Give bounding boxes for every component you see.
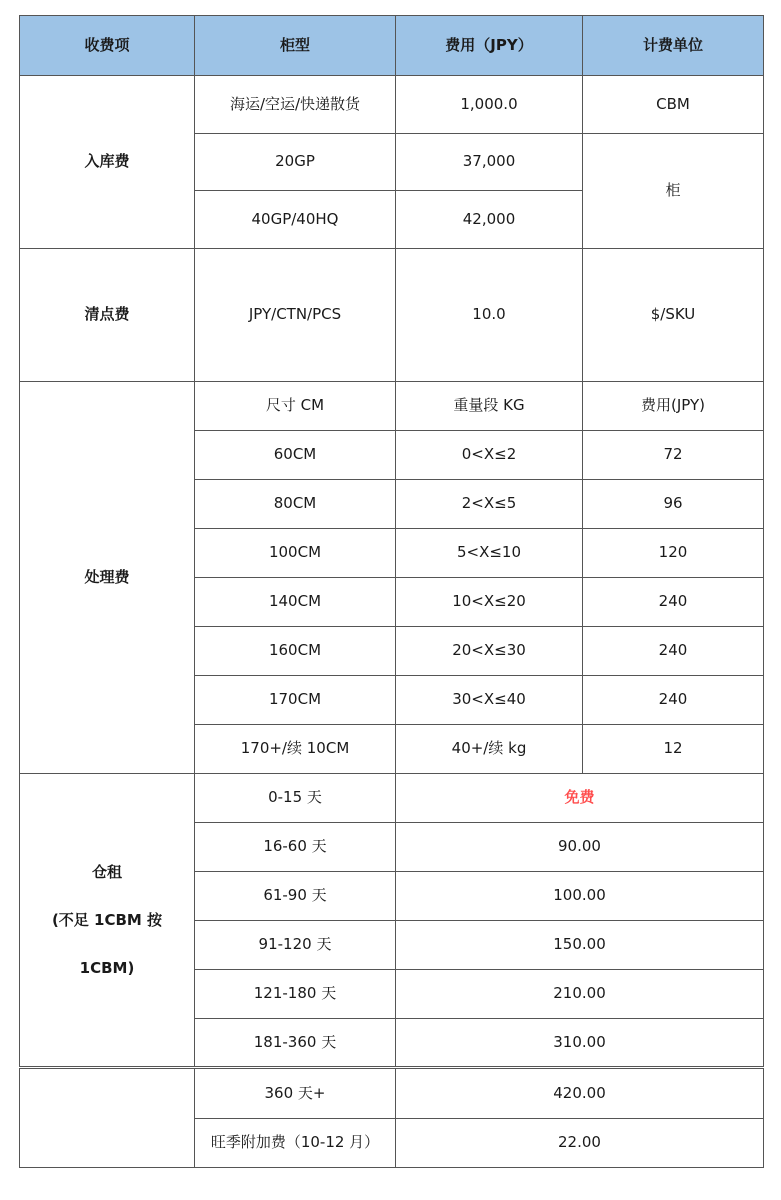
- inbound-type: 海运/空运/快递散货: [195, 76, 396, 134]
- handling-weight: 10<X≤20: [396, 578, 583, 627]
- storage-category-line: (不足 1CBM 按: [51, 911, 163, 929]
- handling-weight: 2<X≤5: [396, 480, 583, 529]
- handling-category: 处理费: [20, 382, 195, 774]
- extra-days: 360 天+: [195, 1069, 396, 1119]
- extra-days: 旺季附加费（10-12 月）: [195, 1119, 396, 1168]
- handling-weight-header: 重量段 KG: [396, 382, 583, 431]
- counting-category: 清点费: [20, 249, 195, 382]
- fee-table: [19, 15, 764, 1067]
- handling-fee: 120: [583, 529, 764, 578]
- inbound-type: 40GP/40HQ: [195, 191, 396, 249]
- table-row: [20, 1069, 764, 1119]
- header-item: 收费项: [20, 16, 195, 76]
- storage-fee-free: 免费: [396, 774, 764, 823]
- handling-weight: 5<X≤10: [396, 529, 583, 578]
- handling-size: 80CM: [195, 480, 396, 529]
- inbound-unit: CBM: [583, 76, 764, 134]
- handling-fee: 12: [583, 725, 764, 774]
- storage-fee: 150.00: [396, 921, 764, 970]
- handling-size: 170CM: [195, 676, 396, 725]
- handling-fee: 240: [583, 676, 764, 725]
- handling-fee: 96: [583, 480, 764, 529]
- storage-fee: 310.00: [396, 1019, 764, 1067]
- handling-size: 160CM: [195, 627, 396, 676]
- inbound-fee: 37,000: [396, 134, 583, 191]
- handling-size: 100CM: [195, 529, 396, 578]
- inbound-type: 20GP: [195, 134, 396, 191]
- handling-fee: 240: [583, 578, 764, 627]
- storage-days: 121-180 天: [195, 970, 396, 1019]
- storage-fee: 210.00: [396, 970, 764, 1019]
- counting-type: JPY/CTN/PCS: [195, 249, 396, 382]
- inbound-unit: 柜: [583, 134, 764, 249]
- inbound-category: 入库费: [20, 76, 195, 249]
- inbound-fee: 42,000: [396, 191, 583, 249]
- handling-size-header: 尺寸 CM: [195, 382, 396, 431]
- handling-weight: 30<X≤40: [396, 676, 583, 725]
- counting-unit: $/SKU: [583, 249, 764, 382]
- storage-days: 181-360 天: [195, 1019, 396, 1067]
- header-type: 柜型: [195, 16, 396, 76]
- counting-fee: 10.0: [396, 249, 583, 382]
- storage-days: 16-60 天: [195, 823, 396, 872]
- header-row: [20, 16, 764, 76]
- storage-category: [20, 774, 195, 1067]
- extra-fee-table: [19, 1068, 764, 1168]
- handling-weight: 20<X≤30: [396, 627, 583, 676]
- storage-category-line: 1CBM): [79, 959, 135, 977]
- storage-fee: 100.00: [396, 872, 764, 921]
- handling-size: 140CM: [195, 578, 396, 627]
- storage-days: 91-120 天: [195, 921, 396, 970]
- extra-fee: 22.00: [396, 1119, 764, 1168]
- extra-fee: 420.00: [396, 1069, 764, 1119]
- extra-category-blank: [20, 1069, 195, 1168]
- table-row: [20, 249, 764, 382]
- inbound-fee: 1,000.0: [396, 76, 583, 134]
- handling-weight: 40+/续 kg: [396, 725, 583, 774]
- header-unit: 计费单位: [583, 16, 764, 76]
- handling-fee: 240: [583, 627, 764, 676]
- handling-fee-header: 费用(JPY): [583, 382, 764, 431]
- storage-days: 61-90 天: [195, 872, 396, 921]
- handling-weight: 0<X≤2: [396, 431, 583, 480]
- storage-category-line: 仓租: [91, 863, 122, 881]
- storage-days: 0-15 天: [195, 774, 396, 823]
- handling-fee: 72: [583, 431, 764, 480]
- handling-size: 170+/续 10CM: [195, 725, 396, 774]
- storage-fee: 90.00: [396, 823, 764, 872]
- handling-subheader-row: [20, 382, 764, 431]
- table-row: [20, 774, 764, 823]
- header-fee: 费用（JPY）: [396, 16, 583, 76]
- table-row: [20, 76, 764, 134]
- handling-size: 60CM: [195, 431, 396, 480]
